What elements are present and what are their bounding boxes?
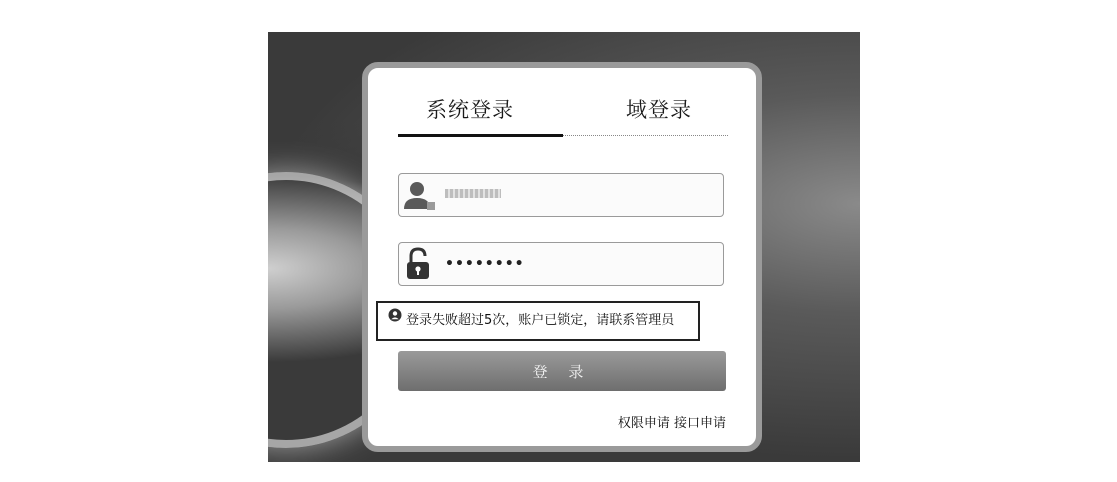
username-field[interactable]	[398, 173, 724, 217]
username-value	[445, 174, 501, 216]
login-button[interactable]: 登 录	[398, 351, 726, 391]
tab-domain-login[interactable]: 域登录	[626, 98, 692, 122]
error-message-box	[376, 301, 700, 341]
active-tab-indicator	[398, 134, 563, 137]
warning-circle-icon	[388, 301, 402, 337]
footer-links	[618, 412, 726, 431]
username-redacted	[445, 189, 501, 198]
error-message-text: 登录失败超过5次，账户已锁定，请联系管理员	[406, 313, 675, 328]
tab-divider	[563, 135, 728, 136]
login-card	[362, 62, 762, 452]
user-icon	[401, 176, 437, 214]
login-tabs	[398, 90, 728, 140]
tab-system-login[interactable]: 系统登录	[426, 98, 514, 122]
password-value: ••••••••	[445, 256, 525, 272]
password-field[interactable]	[398, 242, 724, 286]
permission-request-link[interactable]: 权限申请	[617, 416, 670, 431]
unlock-icon	[401, 245, 437, 283]
interface-request-link[interactable]: 接口申请	[673, 416, 726, 431]
